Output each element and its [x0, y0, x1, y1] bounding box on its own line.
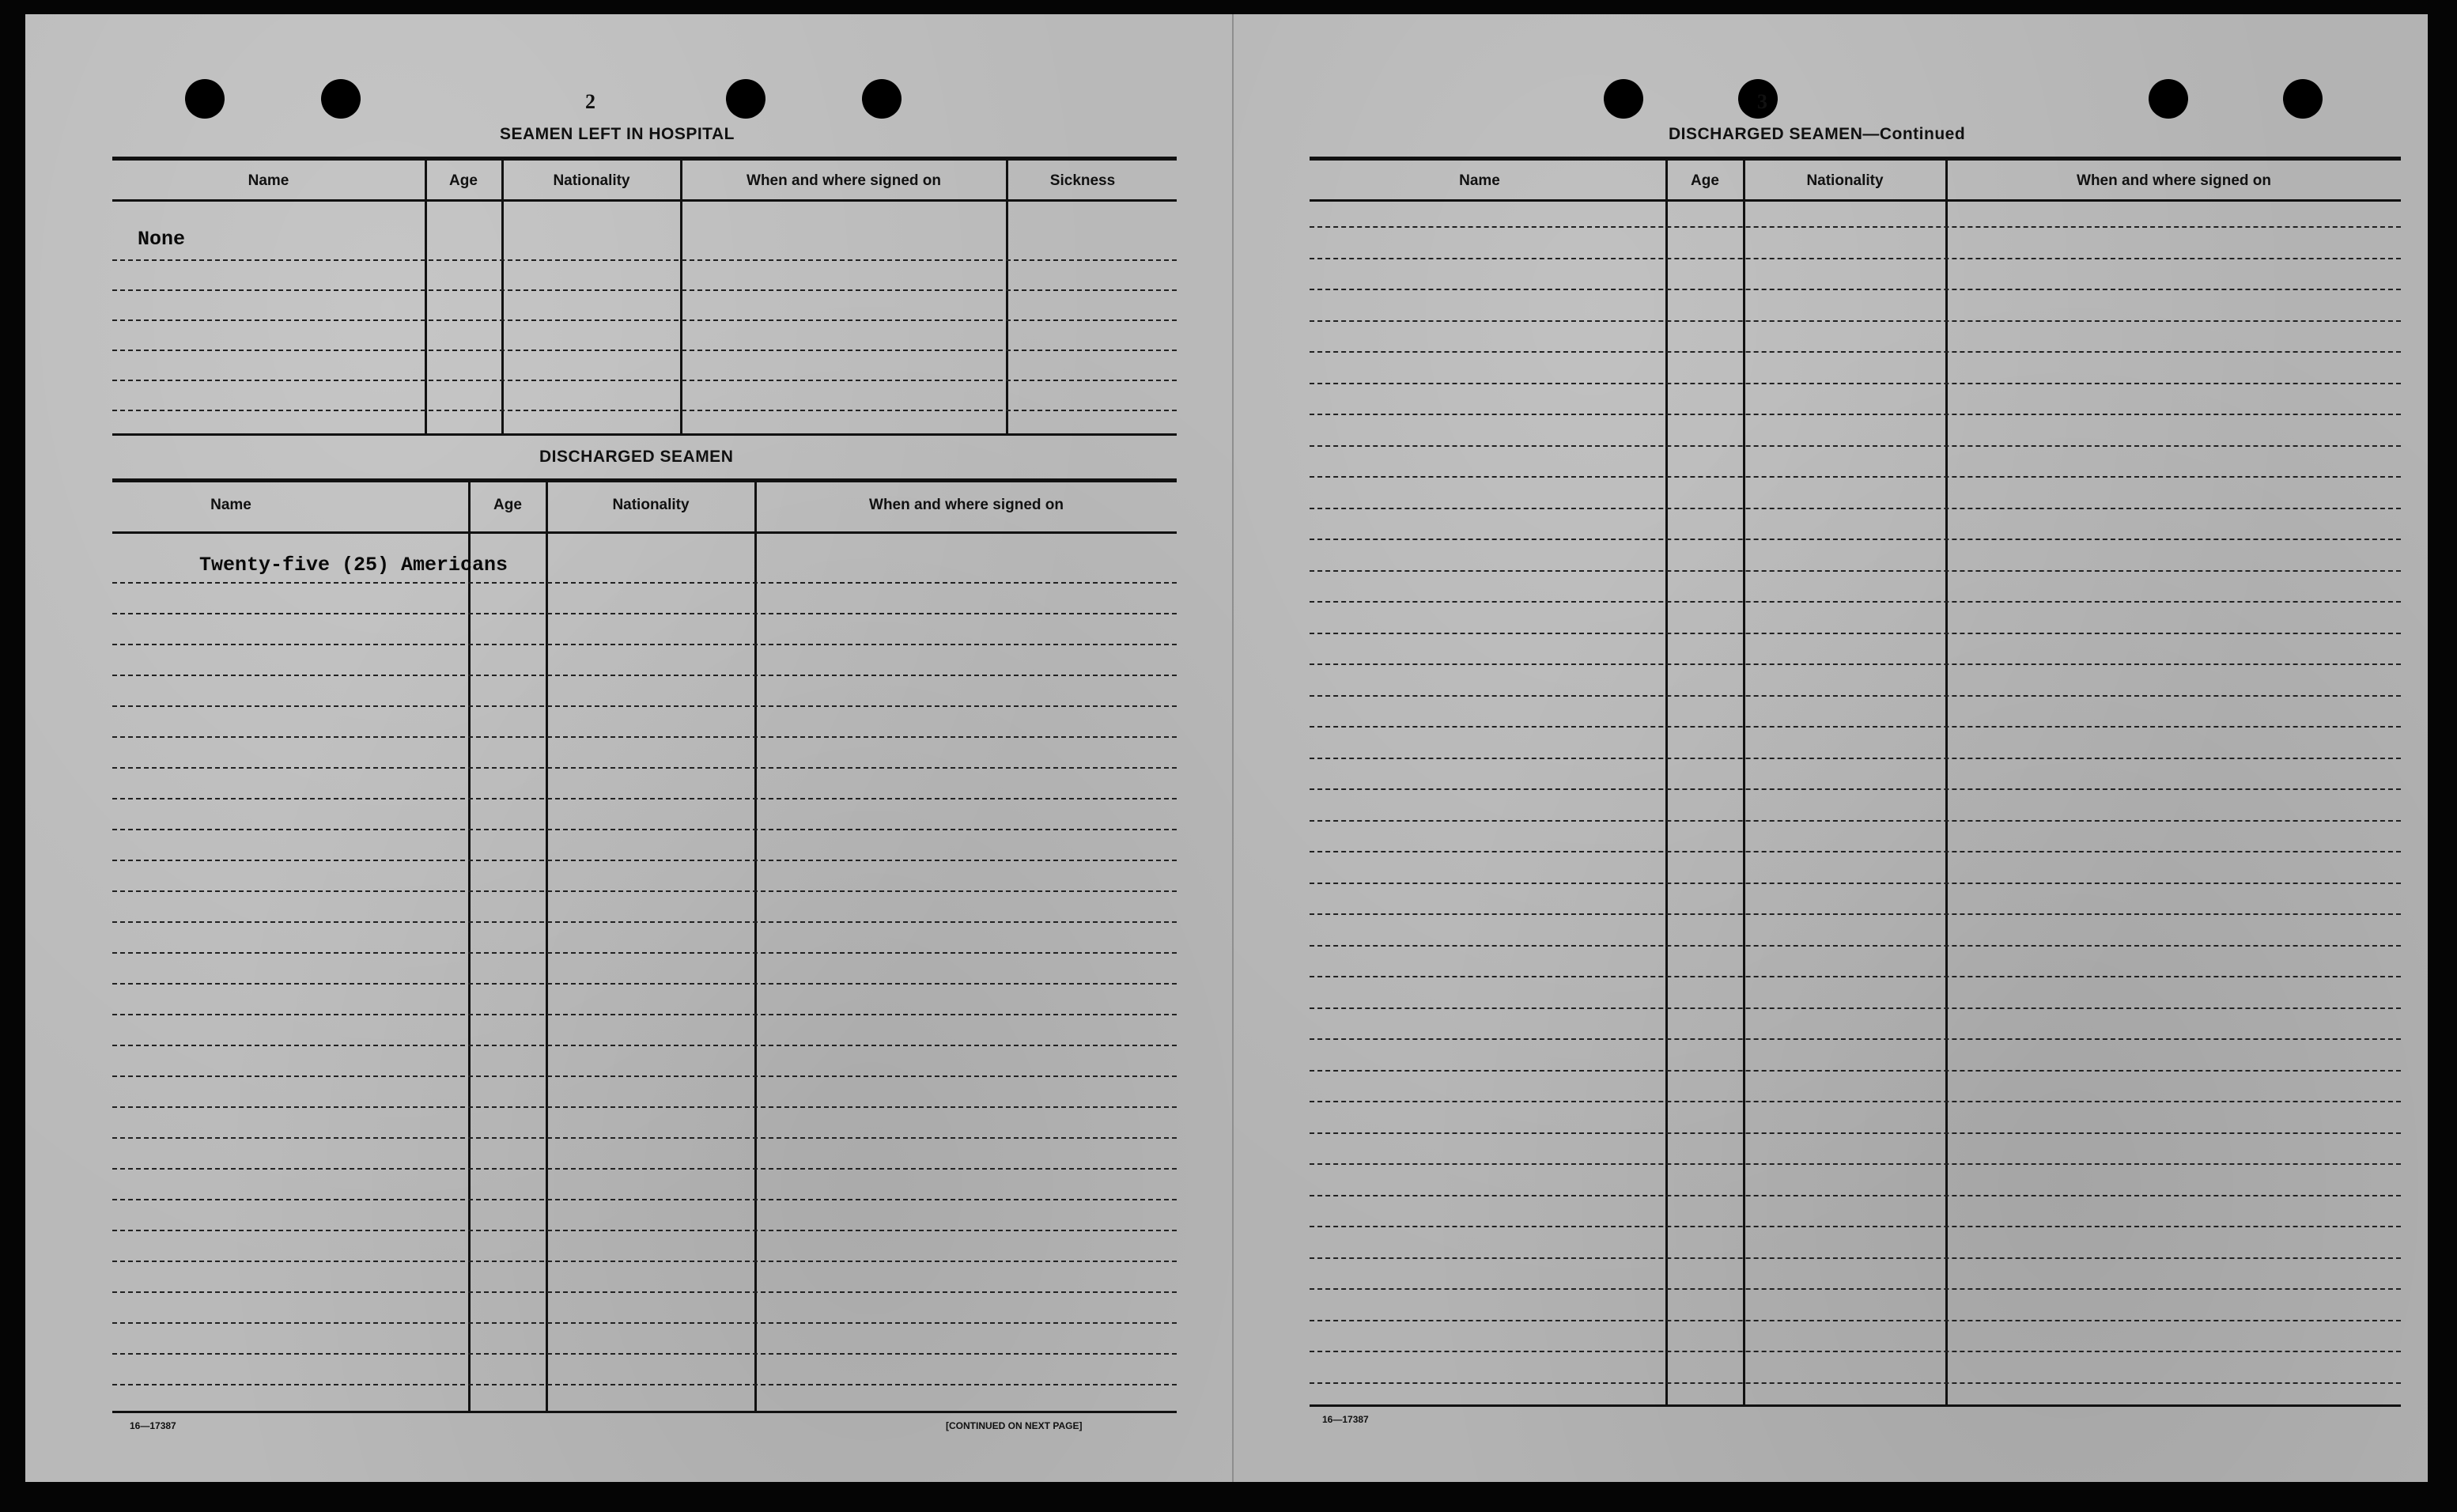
table-row-line — [1310, 1163, 2401, 1165]
hospital-row-line — [112, 289, 1177, 291]
table-row-line — [112, 1075, 1177, 1077]
table-row-line — [1310, 226, 2401, 228]
discharged-col-signed-on: When and where signed on — [869, 497, 1064, 513]
table-row-line — [1310, 1070, 2401, 1072]
table-row-line — [112, 1291, 1177, 1293]
table-row-line — [1310, 758, 2401, 759]
table-row-line — [112, 736, 1177, 738]
hospital-row-line — [112, 380, 1177, 381]
hospital-col-sickness: Sickness — [1049, 172, 1116, 189]
discharged-rule-bottom — [112, 1411, 1177, 1413]
table-row-line — [112, 1261, 1177, 1262]
table-row-line — [1310, 320, 2401, 322]
table-row-line — [112, 613, 1177, 614]
table-row-line — [112, 952, 1177, 954]
table-row-line — [112, 1230, 1177, 1231]
punch-hole — [1604, 79, 1643, 119]
punch-hole — [726, 79, 765, 119]
table-row-line — [112, 705, 1177, 707]
table-row-line — [1310, 1382, 2401, 1384]
hospital-row-line — [112, 350, 1177, 351]
continued-col-age: Age — [1691, 172, 1719, 189]
table-row-line — [112, 644, 1177, 645]
table-row-line — [1310, 1132, 2401, 1134]
table-row-line — [1310, 476, 2401, 478]
punch-hole — [2149, 79, 2188, 119]
discharged-header-rule — [112, 531, 1177, 534]
table-row-line — [112, 1168, 1177, 1170]
table-row-line — [112, 1137, 1177, 1139]
punch-hole — [185, 79, 225, 119]
table-row-line — [1310, 258, 2401, 259]
continued-col-name: Name — [1459, 172, 1500, 189]
hospital-entry: None — [138, 228, 186, 251]
table-row-line — [1310, 1288, 2401, 1290]
table-row-line — [112, 767, 1177, 769]
discharged-col-age: Age — [493, 497, 522, 513]
table-row-line — [112, 582, 1177, 584]
table-row-line — [1310, 851, 2401, 852]
discharged-continued-title: DISCHARGED SEAMEN—Continued — [1669, 125, 1966, 143]
right-page — [1234, 14, 2428, 1482]
table-row-line — [1310, 726, 2401, 728]
continued-col-divider — [1665, 161, 1668, 1407]
table-row-line — [112, 890, 1177, 892]
table-row-line — [1310, 788, 2401, 790]
table-row-line — [1310, 601, 2401, 603]
continued-col-divider — [1743, 161, 1745, 1407]
hospital-row-line — [112, 319, 1177, 321]
table-row-line — [112, 1045, 1177, 1046]
table-row-line — [1310, 1101, 2401, 1102]
hospital-col-divider — [680, 161, 682, 434]
discharged-continued-rule-top — [1310, 157, 2401, 161]
table-row-line — [112, 1353, 1177, 1355]
table-row-line — [1310, 1038, 2401, 1040]
continued-col-nationality: Nationality — [1806, 172, 1884, 189]
discharged-col-divider — [754, 482, 757, 1412]
hospital-col-divider — [1006, 161, 1008, 434]
discharged-entry: Twenty-five (25) Americans — [199, 554, 508, 576]
table-row-line — [1310, 913, 2401, 915]
table-row-line — [1310, 1195, 2401, 1196]
form-code: 16—17387 — [130, 1420, 176, 1431]
discharged-col-nationality: Nationality — [612, 497, 690, 513]
table-row-line — [112, 675, 1177, 676]
page-number: 2 — [585, 90, 595, 113]
discharged-col-divider — [468, 482, 471, 1412]
punch-hole — [2283, 79, 2323, 119]
table-row-line — [1310, 633, 2401, 634]
discharged-section-title: DISCHARGED SEAMEN — [539, 448, 734, 466]
page-number: 3 — [1757, 90, 1767, 113]
discharged-rule-top — [112, 478, 1177, 482]
continued-col-signed-on: When and where signed on — [2077, 172, 2271, 189]
hospital-col-nationality: Nationality — [553, 172, 630, 189]
table-row-line — [1310, 695, 2401, 697]
hospital-rule-top — [112, 157, 1177, 161]
punch-hole — [862, 79, 902, 119]
table-row-line — [112, 1384, 1177, 1385]
table-row-line — [112, 921, 1177, 923]
table-row-line — [112, 1322, 1177, 1324]
table-row-line — [1310, 445, 2401, 447]
table-row-line — [1310, 289, 2401, 290]
table-row-line — [1310, 1007, 2401, 1009]
hospital-col-divider — [501, 161, 504, 434]
continued-col-divider — [1945, 161, 1948, 1407]
table-row-line — [1310, 351, 2401, 353]
table-row-line — [1310, 883, 2401, 884]
hospital-row-line — [112, 410, 1177, 411]
table-row-line — [1310, 508, 2401, 509]
table-row-line — [1310, 976, 2401, 977]
form-code: 16—17387 — [1322, 1414, 1369, 1425]
hospital-row-line — [112, 259, 1177, 261]
punch-hole — [321, 79, 361, 119]
table-row-line — [112, 829, 1177, 830]
table-row-line — [1310, 1320, 2401, 1321]
table-row-line — [1310, 820, 2401, 822]
hospital-col-name: Name — [248, 172, 289, 189]
table-row-line — [1310, 945, 2401, 947]
table-row-line — [112, 1014, 1177, 1015]
table-row-line — [1310, 1351, 2401, 1352]
hospital-header-rule — [112, 199, 1177, 202]
table-row-line — [112, 1199, 1177, 1200]
left-page — [25, 14, 1234, 1482]
table-row-line — [112, 798, 1177, 799]
table-row-line — [112, 983, 1177, 985]
discharged-col-name: Name — [210, 497, 251, 513]
discharged-continued-header-rule — [1310, 199, 2401, 202]
table-row-line — [1310, 539, 2401, 540]
table-row-line — [1310, 414, 2401, 415]
hospital-col-age: Age — [449, 172, 478, 189]
discharged-continued-rule-bottom — [1310, 1404, 2401, 1407]
table-row-line — [1310, 1226, 2401, 1227]
hospital-section-title: SEAMEN LEFT IN HOSPITAL — [500, 125, 735, 143]
table-row-line — [1310, 570, 2401, 572]
discharged-col-divider — [546, 482, 548, 1412]
table-row-line — [1310, 663, 2401, 665]
hospital-col-divider — [425, 161, 427, 434]
table-row-line — [1310, 383, 2401, 384]
table-row-line — [112, 860, 1177, 861]
table-row-line — [1310, 1257, 2401, 1259]
hospital-col-signed-on: When and where signed on — [747, 172, 941, 189]
hospital-rule-bottom — [112, 433, 1177, 436]
table-row-line — [112, 1106, 1177, 1108]
continued-note: [CONTINUED ON NEXT PAGE] — [946, 1420, 1083, 1431]
